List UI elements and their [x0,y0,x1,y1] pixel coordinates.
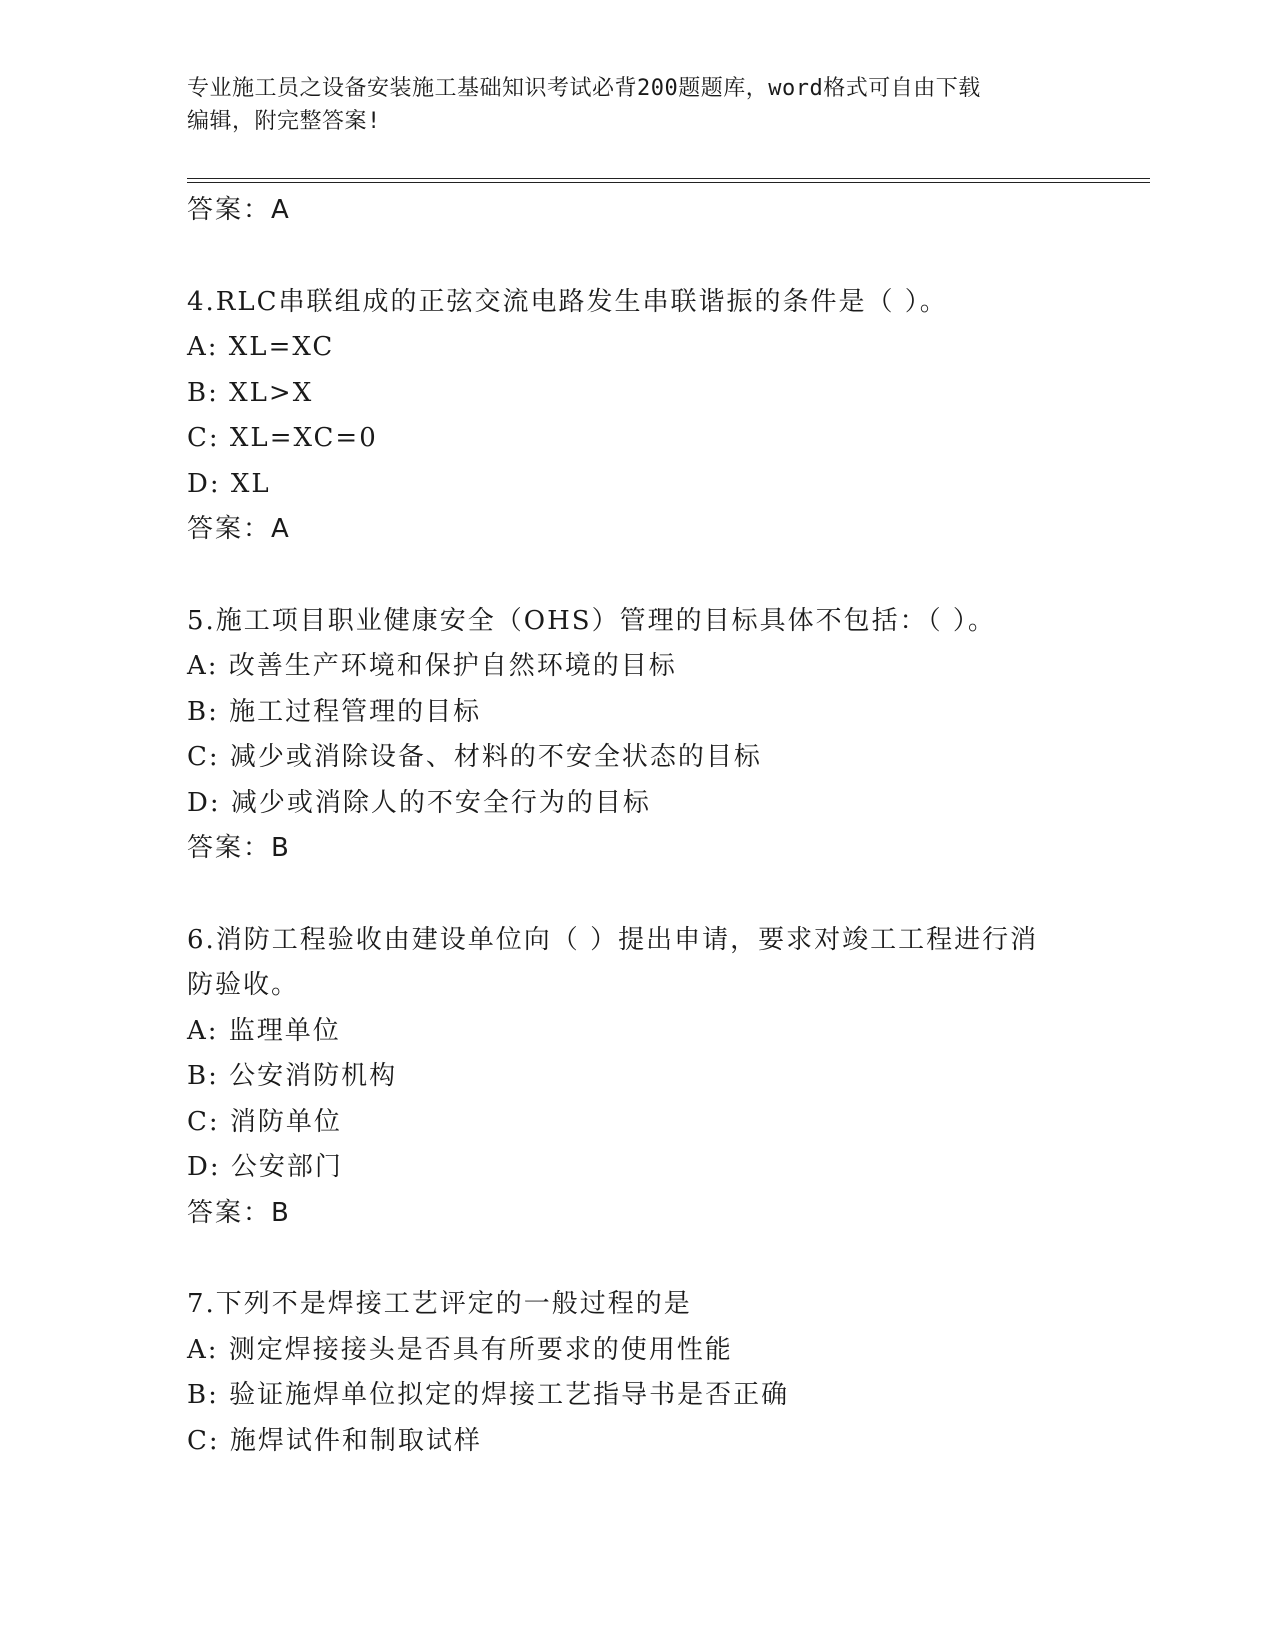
option-a: A: 监理单位 [187,1015,341,1046]
option-d: D: 减少或消除人的不安全行为的目标 [187,787,651,818]
header-divider [187,178,1150,183]
option-b: B: XL>X [187,377,314,408]
answer-line: 答案：B [187,1197,291,1228]
option-b: B: 施工过程管理的目标 [187,696,482,727]
question-list [187,188,1087,1464]
question-4 [187,280,1087,553]
header-line-1: 专业施工员之设备安装施工基础知识考试必背200题题库，word格式可自由下载 [187,76,981,101]
option-c: C: 消防单位 [187,1106,342,1137]
option-a: A: 测定焊接接头是否具有所要求的使用性能 [187,1334,733,1365]
option-b: B: 公安消防机构 [187,1061,398,1091]
option-c: C: 施焊试件和制取试样 [187,1425,482,1456]
option-a: A: 改善生产环境和保护自然环境的目标 [187,651,677,681]
answer-line: 答案：B [187,833,291,863]
answer-line: 答案：A [187,195,291,225]
option-b: B: 验证施焊单位拟定的焊接工艺指导书是否正确 [187,1380,790,1410]
header-line-2: 编辑，附完整答案! [187,109,381,134]
option-a: A: XL=XC [187,332,335,362]
option-c: C: XL=XC=0 [187,423,378,453]
question-stem-line-1: 6.消防工程验收由建设单位向（ ）提出申请，要求对竣工工程进行消 [187,924,1039,955]
question-stem: 7.下列不是焊接工艺评定的一般过程的是 [187,1289,692,1319]
question-stem-line-2: 防验收。 [187,970,300,1000]
document-header [187,72,1067,138]
answer-line: 答案：A [187,514,291,544]
question-6 [187,918,1087,1237]
question-5 [187,599,1087,872]
option-c: C: 减少或消除设备、材料的不安全状态的目标 [187,742,762,772]
question-7 [187,1282,1087,1464]
option-d: D: 公安部门 [187,1152,343,1182]
question-stem: 5.施工项目职业健康安全（OHS）管理的目标具体不包括：（ ）。 [187,605,996,636]
option-d: D: XL [187,468,271,499]
question-stem: 4.RLC串联组成的正弦交流电路发生串联谐振的条件是（ ）。 [187,286,948,317]
